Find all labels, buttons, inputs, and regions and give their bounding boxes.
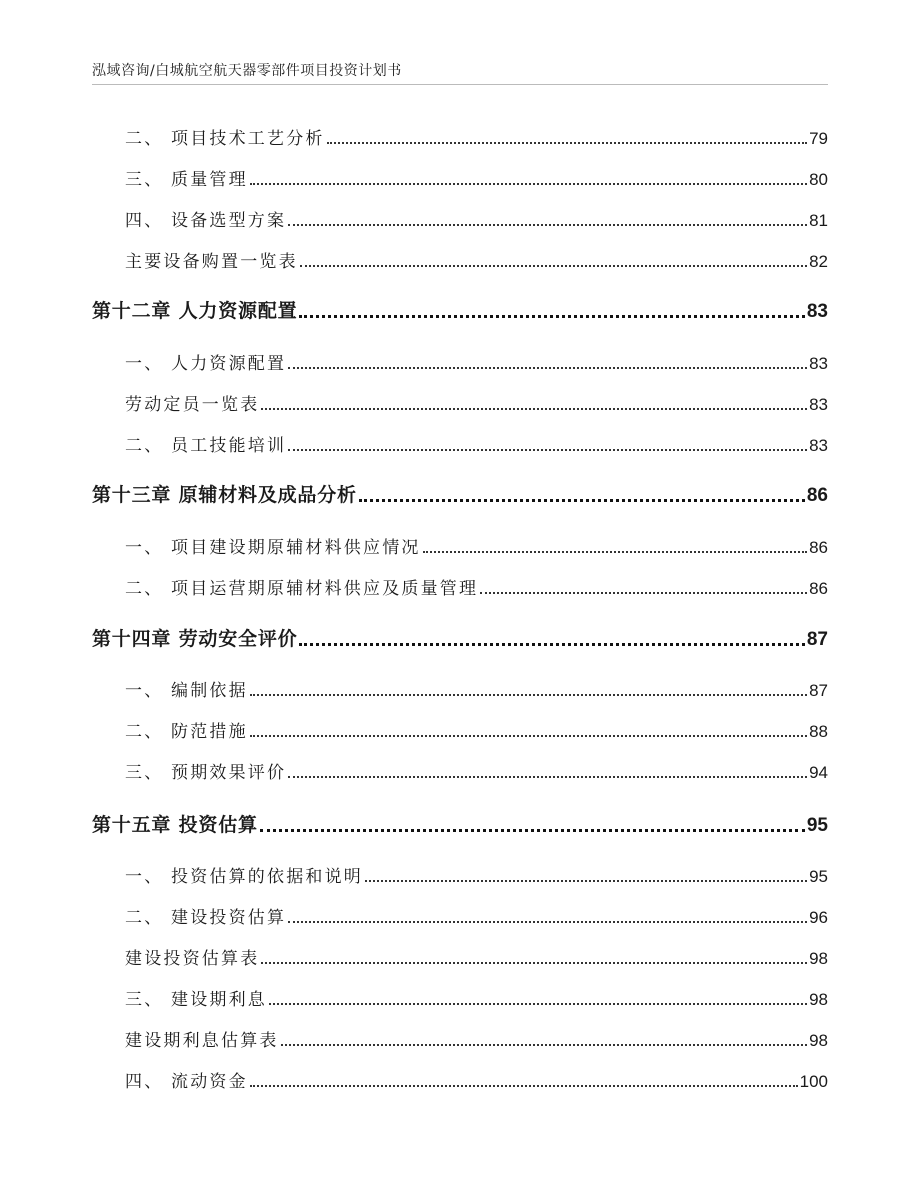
- toc-entry[interactable]: [125, 390, 828, 415]
- toc-dot-leader: [250, 1085, 798, 1087]
- toc-entry-page: 98: [809, 949, 828, 968]
- toc-entry-page: 100: [799, 1072, 828, 1091]
- toc-entry[interactable]: [125, 717, 828, 742]
- toc-entry[interactable]: [125, 247, 828, 272]
- toc-entry[interactable]: [125, 1067, 828, 1092]
- toc-dot-leader: [261, 408, 807, 410]
- toc-entry[interactable]: [125, 431, 828, 456]
- toc-entry-label: 一、 投资估算的依据和说明: [125, 867, 364, 887]
- toc-entry[interactable]: [125, 349, 828, 374]
- toc-dot-leader: [299, 315, 804, 318]
- toc-dot-leader: [299, 643, 804, 646]
- toc-entry[interactable]: [125, 206, 828, 231]
- toc-entry-label: 三、 质量管理: [125, 170, 248, 190]
- toc-entry-label: 主要设备购置一览表: [125, 252, 298, 272]
- toc-chapter-label: 第十二章 人力资源配置: [92, 300, 298, 322]
- toc-entry[interactable]: [125, 124, 828, 149]
- toc-entry-label: 二、 项目技术工艺分析: [125, 129, 325, 149]
- toc-entry-label: 四、 设备选型方案: [125, 211, 287, 231]
- toc-entry-page: 98: [809, 990, 828, 1009]
- toc-dot-leader: [288, 921, 807, 923]
- toc-chapter-label: 第十三章 原辅材料及成品分析: [92, 484, 357, 506]
- toc-entry[interactable]: [125, 533, 828, 558]
- toc-entry-page: 79: [809, 129, 828, 148]
- toc-dot-leader: [423, 551, 807, 553]
- toc-chapter-entry[interactable]: [92, 624, 828, 651]
- toc-dot-leader: [300, 265, 807, 267]
- toc-dot-leader: [365, 880, 807, 882]
- toc-entry-page: 82: [809, 252, 828, 271]
- toc-chapter-label: 第十五章 投资估算: [92, 814, 258, 836]
- toc-entry-page: 83: [809, 354, 828, 373]
- toc-entry-label: 二、 防范措施: [125, 722, 248, 742]
- toc-chapter-entry[interactable]: [92, 810, 828, 837]
- toc-entry-label: 劳动定员一览表: [125, 395, 260, 415]
- toc-entry[interactable]: [125, 758, 828, 783]
- toc-chapter-page: 86: [806, 485, 828, 506]
- toc-entry-label: 一、 编制依据: [125, 681, 248, 701]
- toc-entry[interactable]: [125, 676, 828, 701]
- toc-entry-page: 81: [809, 211, 828, 230]
- toc-dot-leader: [288, 367, 807, 369]
- toc-entry-label: 二、 建设投资估算: [125, 908, 287, 928]
- toc-dot-leader: [269, 1003, 807, 1005]
- toc-entry[interactable]: [125, 944, 828, 969]
- toc-entry-page: 86: [809, 579, 828, 598]
- toc-dot-leader: [250, 694, 807, 696]
- toc-entry-label: 四、 流动资金: [125, 1072, 248, 1092]
- header-rule: [92, 84, 828, 85]
- toc-dot-leader: [288, 224, 807, 226]
- toc-chapter-page: 83: [806, 301, 828, 322]
- toc-entry[interactable]: [125, 903, 828, 928]
- toc-entry-label: 建设期利息估算表: [125, 1031, 279, 1051]
- toc-entry-page: 96: [809, 908, 828, 927]
- toc-entry-page: 88: [809, 722, 828, 741]
- toc-dot-leader: [359, 499, 805, 502]
- toc-dot-leader: [327, 142, 807, 144]
- toc-dot-leader: [480, 592, 807, 594]
- toc-entry-page: 86: [809, 538, 828, 557]
- toc-entry-label: 二、 员工技能培训: [125, 436, 287, 456]
- toc-entry-page: 83: [809, 436, 828, 455]
- toc-chapter-page: 95: [806, 815, 828, 836]
- toc-dot-leader: [250, 183, 807, 185]
- toc-dot-leader: [281, 1044, 807, 1046]
- toc-entry-label: 二、 项目运营期原辅材料供应及质量管理: [125, 579, 479, 599]
- toc-entry[interactable]: [125, 985, 828, 1010]
- toc-entry-page: 94: [809, 763, 828, 782]
- toc-chapter-page: 87: [806, 629, 828, 650]
- toc-chapter-entry[interactable]: [92, 296, 828, 323]
- toc-entry[interactable]: [125, 165, 828, 190]
- toc-dot-leader: [260, 829, 805, 832]
- toc-entry-page: 83: [809, 395, 828, 414]
- toc-chapter-label: 第十四章 劳动安全评价: [92, 628, 298, 650]
- toc-entry[interactable]: [125, 574, 828, 599]
- toc-chapter-entry[interactable]: [92, 480, 828, 507]
- toc-entry-label: 建设投资估算表: [125, 949, 260, 969]
- toc-entry[interactable]: [125, 1026, 828, 1051]
- toc-dot-leader: [288, 449, 807, 451]
- toc-entry-label: 一、 项目建设期原辅材料供应情况: [125, 538, 421, 558]
- toc-entry-label: 一、 人力资源配置: [125, 354, 287, 374]
- toc-entry-label: 三、 建设期利息: [125, 990, 268, 1010]
- running-header: 泓域咨询/白城航空航天器零部件项目投资计划书: [92, 63, 402, 79]
- toc-entry-page: 80: [809, 170, 828, 189]
- toc-entry[interactable]: [125, 862, 828, 887]
- toc-entry-page: 98: [809, 1031, 828, 1050]
- toc-entry-page: 95: [809, 867, 828, 886]
- toc-dot-leader: [250, 735, 807, 737]
- toc-dot-leader: [261, 962, 807, 964]
- toc-entry-label: 三、 预期效果评价: [125, 763, 287, 783]
- toc-entry-page: 87: [809, 681, 828, 700]
- toc-dot-leader: [288, 776, 807, 778]
